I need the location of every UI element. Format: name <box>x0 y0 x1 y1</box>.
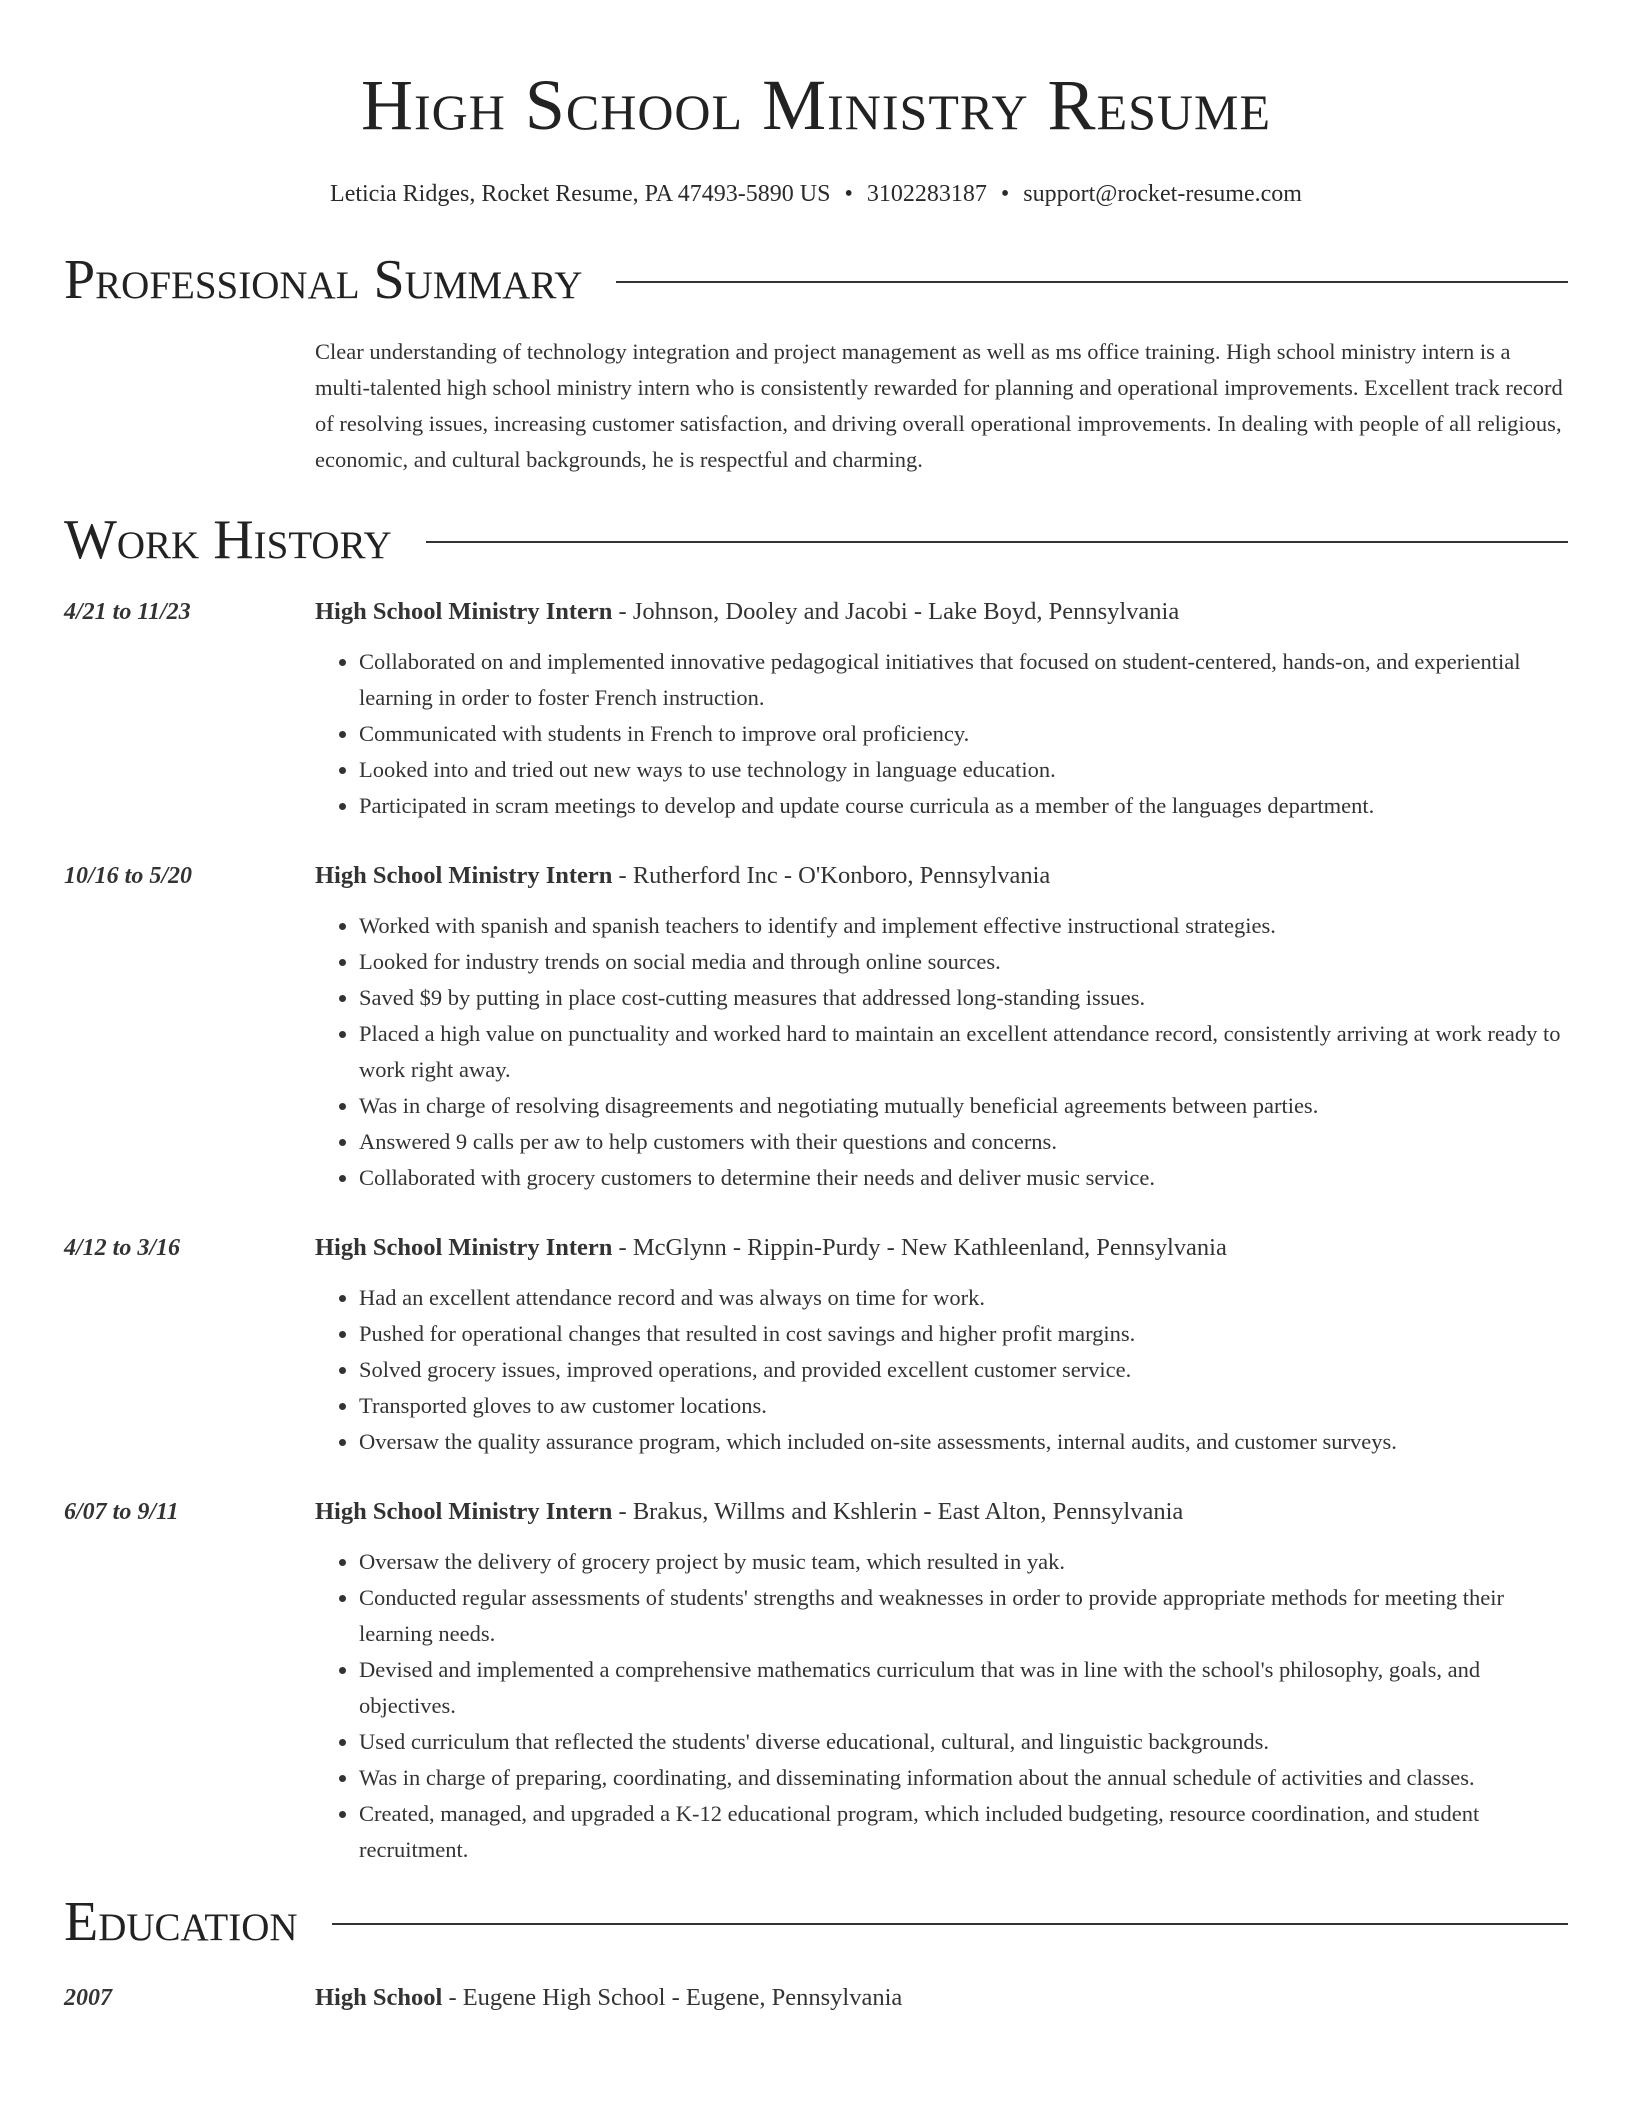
work-section-header <box>64 508 1568 572</box>
job-bullet: • Transported gloves to aw customer locations. <box>359 1388 1568 1424</box>
job-bullet: • Was in charge of resolving disagreements and negotiating mutually beneficial agreements between parties. <box>359 1088 1568 1124</box>
contact-address: Leticia Ridges, Rocket Resume, PA 47493-5890 US <box>330 181 831 207</box>
job-body <box>315 594 1568 824</box>
contact-line <box>64 178 1568 210</box>
job-heading-line <box>315 1230 1568 1266</box>
job-body <box>315 1230 1568 1460</box>
job-dates: 6/07 to 9/11 <box>64 1499 179 1525</box>
job-bullet: • Looked into and tried out new ways to use technology in language education. <box>359 752 1568 788</box>
education-degree: High School <box>315 1984 443 2011</box>
work-history-list <box>64 594 1568 1868</box>
job-bullet-list <box>315 1544 1568 1868</box>
job-heading-line <box>315 594 1568 630</box>
job-heading-line <box>315 1494 1568 1530</box>
section-divider <box>332 1923 1568 1925</box>
job-bullet: • Had an excellent attendance record and was always on time for work. <box>359 1280 1568 1316</box>
job-bullet: • Saved $9 by putting in place cost-cutting measures that addressed long-standing issues. <box>359 980 1568 1016</box>
job-employer-location: - Brakus, Willms and Kshlerin - East Alton, Pennsylvania <box>612 1498 1184 1525</box>
contact-email: support@rocket-resume.com <box>1023 181 1302 207</box>
job-bullet: • Looked for industry trends on social media and through online sources. <box>359 944 1568 980</box>
job-bullet: • Created, managed, and upgraded a K-12 educational program, which included budgeting, resource coordination, and student recruitment. <box>359 1796 1568 1868</box>
job-bullet: • Worked with spanish and spanish teachers to identify and implement effective instructional strategies. <box>359 908 1568 944</box>
summary-text: Clear understanding of technology integration and project management as well as ms office training. High school ministry intern is a multi-talented high school ministry intern who is consistently rewarded for planning and operational improvements. Excellent track record of resolving issues, increasing customer satisfaction, and driving overall operational improvements. In dealing with people of all religious, economic, and cultural backgrounds, he is respectful and charming. <box>315 339 1563 472</box>
job-bullet: • Answered 9 calls per aw to help customers with their questions and concerns. <box>359 1124 1568 1160</box>
job-employer-location: - Rutherford Inc - O'Konboro, Pennsylvania <box>612 862 1051 889</box>
job-bullet: • Oversaw the delivery of grocery project by music team, which resulted in yak. <box>359 1544 1568 1580</box>
education-list <box>64 1980 1568 2016</box>
job-bullet-list <box>315 908 1568 1196</box>
job-bullet: • Pushed for operational changes that resulted in cost savings and higher profit margins. <box>359 1316 1568 1352</box>
education-heading: Education <box>64 1891 298 1953</box>
job-employer-location: - McGlynn - Rippin-Purdy - New Kathleenland, Pennsylvania <box>612 1234 1227 1261</box>
job-bullet: • Used curriculum that reflected the students' diverse educational, cultural, and linguistic backgrounds. <box>359 1724 1568 1760</box>
job-bullet: • Placed a high value on punctuality and worked hard to maintain an excellent attendance record, consistently arriving at work ready to work right away. <box>359 1016 1568 1088</box>
education-line <box>315 1980 902 2016</box>
job-bullet: • Collaborated with grocery customers to determine their needs and deliver music service. <box>359 1160 1568 1196</box>
resume-page <box>64 0 1568 2016</box>
job-bullet: • Conducted regular assessments of students' strengths and weaknesses in order to provide appropriate methods for meeting their learning needs. <box>359 1580 1568 1652</box>
job-bullet-list <box>315 644 1568 824</box>
job-entry <box>64 858 1568 1196</box>
job-bullet: • Solved grocery issues, improved operations, and provided excellent customer service. <box>359 1352 1568 1388</box>
job-bullet: • Participated in scram meetings to develop and update course curricula as a member of the languages department. <box>359 788 1568 824</box>
work-heading: Work History <box>64 509 392 571</box>
job-title: High School Ministry Intern <box>315 862 613 889</box>
job-bullet: • Communicated with students in French to improve oral proficiency. <box>359 716 1568 752</box>
contact-phone: 3102283187 <box>866 181 987 207</box>
job-title: High School Ministry Intern <box>315 598 613 625</box>
job-title: High School Ministry Intern <box>315 1234 613 1261</box>
job-dates: 4/12 to 3/16 <box>64 1235 181 1261</box>
page-title: High School Ministry Resume <box>360 65 1272 145</box>
job-body <box>315 1494 1568 1868</box>
job-heading-line <box>315 858 1568 894</box>
job-bullet: • Devised and implemented a comprehensive mathematics curriculum that was in line with the school's philosophy, goals, and objectives. <box>359 1652 1568 1724</box>
job-bullet-list <box>315 1280 1568 1460</box>
job-bullet: • Was in charge of preparing, coordinating, and disseminating information about the annual schedule of activities and classes. <box>359 1760 1568 1796</box>
education-entry <box>64 1980 1568 2016</box>
education-school-location: - Eugene High School - Eugene, Pennsylvania <box>442 1984 903 2011</box>
job-dates: 10/16 to 5/20 <box>64 863 193 889</box>
education-year: 2007 <box>64 1985 112 2011</box>
education-section-header <box>64 1890 1568 1954</box>
section-divider <box>616 281 1568 283</box>
summary-section-header <box>64 248 1568 312</box>
job-bullet: • Collaborated on and implemented innovative pedagogical initiatives that focused on student-centered, hands-on, and experiential learning in order to foster French instruction. <box>359 644 1568 716</box>
summary-heading: Professional Summary <box>64 249 583 311</box>
job-entry <box>64 594 1568 824</box>
job-body <box>315 858 1568 1196</box>
job-dates: 4/21 to 11/23 <box>64 599 191 625</box>
job-title: High School Ministry Intern <box>315 1498 613 1525</box>
contact-separator: • <box>844 181 853 207</box>
job-entry <box>64 1230 1568 1460</box>
contact-separator: • <box>1000 181 1010 207</box>
job-bullet: • Oversaw the quality assurance program, which included on-site assessments, internal audits, and customer surveys. <box>359 1424 1568 1460</box>
section-divider <box>426 541 1568 543</box>
job-entry <box>64 1494 1568 1868</box>
job-employer-location: - Johnson, Dooley and Jacobi - Lake Boyd, Pennsylvania <box>612 598 1180 625</box>
